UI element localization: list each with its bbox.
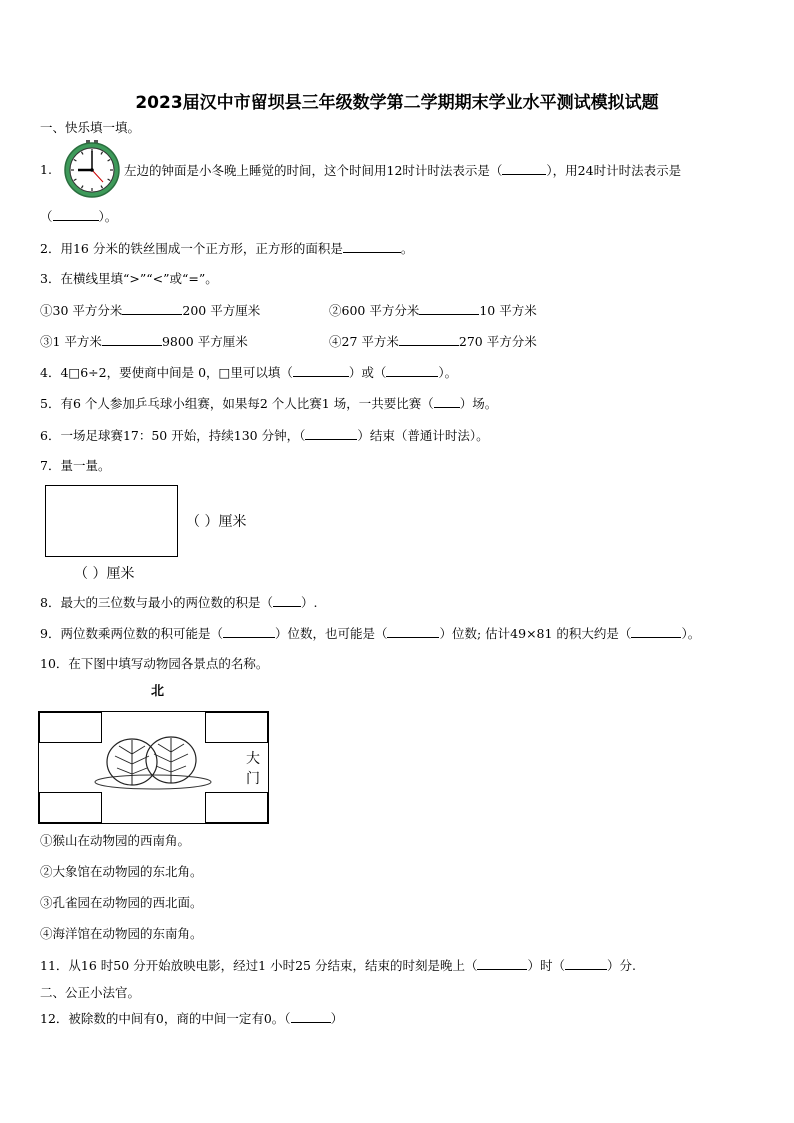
q2 — [40, 240, 413, 257]
q3-item-3-blank[interactable] — [102, 333, 162, 346]
q9-answer-blank-1[interactable] — [223, 625, 275, 638]
q10-item-4: ④海洋馆在动物园的东南角。 — [40, 926, 203, 941]
q9 — [40, 625, 700, 642]
q9-text-a: 9．两位数乘两位数的积可能是（ — [40, 626, 223, 641]
q11-answer-blank-minute[interactable] — [565, 957, 607, 970]
page-title: 2023届汉中市留坝县三年级数学第二学期期末学业水平测试模拟试题 — [135, 93, 659, 113]
gate-label-2: 门 — [246, 771, 260, 787]
q11-text-b: ）时（ — [527, 958, 565, 973]
q7-label-length: （ ）厘米 — [74, 566, 135, 582]
q5 — [40, 395, 497, 412]
q3-item-4 — [329, 333, 537, 350]
q3-item-2-a: ②600 平方分米 — [329, 303, 420, 318]
measure-rectangle — [45, 485, 178, 557]
q3-item-3-b: 9800 平方厘米 — [161, 334, 248, 349]
q10-item-1: ①猴山在动物园的西南角。 — [40, 833, 191, 848]
q3-item-1-a: ①30 平方分米 — [40, 303, 123, 318]
q8-text-b: ）. — [300, 595, 318, 610]
q1-text-c-close: ）。 — [98, 209, 118, 224]
q6-answer-blank[interactable] — [305, 427, 357, 440]
q8-text-a: 8．最大的三位数与最小的两位数的积是（ — [40, 595, 273, 610]
q3-item-4-a: ④27 平方米 — [329, 334, 399, 349]
q9-text-d: ）。 — [681, 626, 701, 641]
q3-item-1 — [40, 302, 260, 319]
leaf-lake-illustration — [89, 732, 219, 798]
q10-item-2: ②大象馆在动物园的东北角。 — [40, 864, 203, 879]
q3-item-2-b: 10 平方米 — [479, 303, 537, 318]
q12-text-b: ） — [330, 1011, 344, 1026]
north-label: 北 — [151, 684, 165, 699]
q1-text-c-open: （ — [40, 209, 53, 224]
q3-text: 3．在横线里填“>”“<”或“=”。 — [40, 271, 218, 286]
q9-text-b: ）位数，也可能是（ — [274, 626, 388, 641]
q4 — [40, 364, 457, 381]
q12 — [40, 1010, 343, 1027]
q12-answer-blank[interactable] — [291, 1010, 331, 1023]
q2-text: 2．用16 分米的铁丝围成一个正方形，正方形的面积是 — [40, 241, 343, 256]
q3-item-3-a: ③1 平方米 — [40, 334, 102, 349]
q3-item-2 — [329, 302, 537, 319]
q2-answer-blank[interactable] — [343, 240, 401, 253]
q5-answer-blank[interactable] — [434, 395, 460, 408]
q7-label-width: （ ）厘米 — [186, 514, 247, 530]
q11-answer-blank-hour[interactable] — [477, 957, 527, 970]
q5-text-b: ）场。 — [459, 396, 498, 411]
q1-text-a: 左边的钟面是小冬晚上睡觉的时间，这个时间用12时计时法表示是（ — [124, 163, 503, 178]
q10-item-3: ③孔雀园在动物园的西北面。 — [40, 895, 203, 910]
q9-answer-blank-3[interactable] — [631, 625, 681, 638]
q2-end: 。 — [400, 241, 414, 256]
q9-answer-blank-2[interactable] — [387, 625, 439, 638]
q4-text-a: 4．4□6÷2，要使商中间是 0，□里可以填（ — [40, 365, 293, 380]
q4-answer-blank-2[interactable] — [386, 364, 438, 377]
q1-answer-blank-24h[interactable] — [53, 208, 99, 221]
q6-text-a: 6．一场足球赛17：50 开始，持续130 分钟，（ — [40, 428, 306, 443]
q3-item-1-b: 200 平方厘米 — [182, 303, 261, 318]
q5-text-a: 5．有6 个人参加乒乓球小组赛，如果每2 个人比赛1 场，一共要比赛（ — [40, 396, 434, 411]
q1-answer-blank-12h[interactable] — [502, 162, 546, 175]
q3-item-3 — [40, 333, 248, 350]
q11 — [40, 957, 636, 974]
q1-number: 1. — [40, 162, 52, 177]
zoo-map — [38, 711, 269, 824]
q8-answer-blank[interactable] — [273, 594, 301, 607]
q6-text-b: ）结束（普通计时法）。 — [357, 428, 489, 443]
q3-item-1-blank[interactable] — [122, 302, 182, 315]
q1-text-line2 — [40, 208, 117, 225]
clock-icon — [62, 140, 122, 198]
q7-text: 7．量一量。 — [40, 458, 111, 473]
q1-text-b: ），用24时计时法表示是 — [546, 163, 682, 178]
q3-item-4-blank[interactable] — [399, 333, 459, 346]
q11-text-a: 11．从16 时50 分开始放映电影，经过1 小时25 分结束，结束的时刻是晚上（ — [40, 958, 478, 973]
gate-label-1: 大 — [246, 751, 260, 767]
q9-text-c: ）位数; 估计49×81 的积大约是（ — [439, 626, 632, 641]
q3-item-2-blank[interactable] — [419, 302, 479, 315]
q4-text-c: ）。 — [438, 365, 458, 380]
q4-text-b: ）或（ — [348, 365, 387, 380]
q1-text — [124, 162, 681, 179]
section-heading-2: 二、公正小法官。 — [40, 985, 141, 1000]
q6 — [40, 427, 489, 444]
q10-text: 10．在下图中填写动物园各景点的名称。 — [40, 656, 269, 671]
q12-text-a: 12．被除数的中间有0，商的中间一定有0。（ — [40, 1011, 291, 1026]
q4-answer-blank-1[interactable] — [293, 364, 349, 377]
q8 — [40, 594, 317, 611]
q11-text-c: ）分. — [607, 958, 636, 973]
section-heading-1: 一、快乐填一填。 — [40, 120, 141, 135]
q3-item-4-b: 270 平方分米 — [458, 334, 537, 349]
